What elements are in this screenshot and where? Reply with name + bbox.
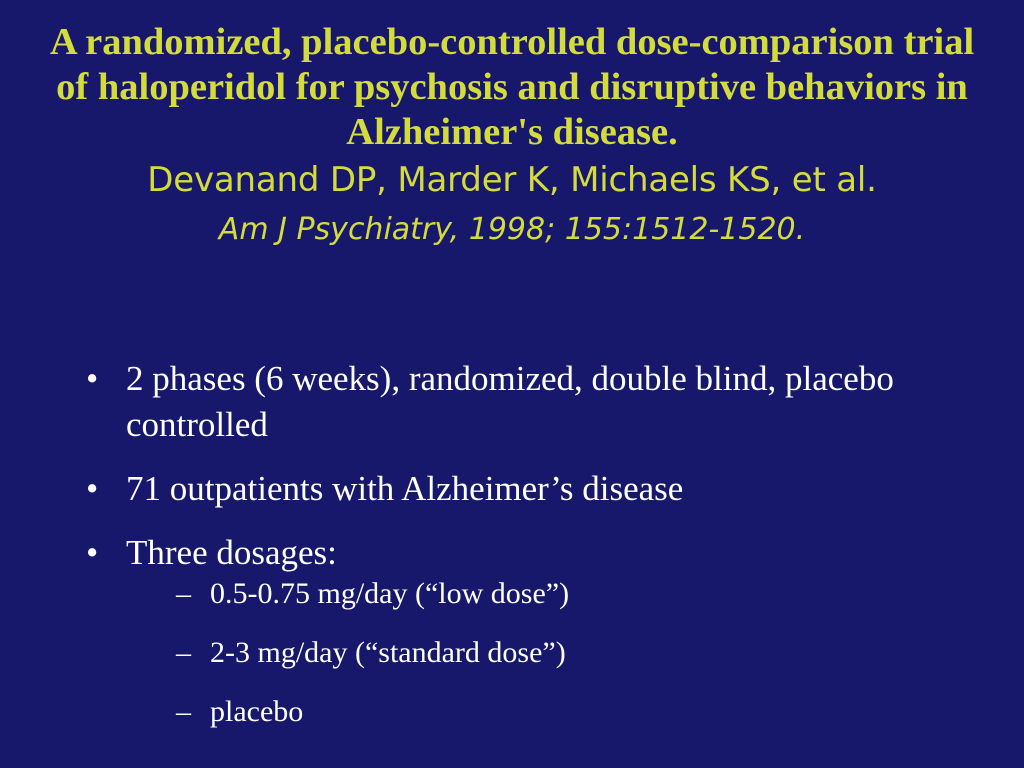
sub-bullet-list [126, 574, 996, 732]
sub-bullet-item [126, 633, 996, 673]
bullet-item [86, 530, 996, 732]
bullet-marker: • [86, 533, 99, 572]
sub-bullet-marker: – [176, 695, 191, 728]
sub-bullet-item [126, 574, 996, 614]
bullet-text: 71 outpatients with Alzheimer’s disease [126, 469, 684, 508]
sub-bullet-text: 0.5-0.75 mg/day (“low dose”) [210, 577, 570, 610]
bullet-item [86, 356, 996, 448]
bullet-item [86, 466, 996, 512]
sub-bullet-marker: – [176, 577, 191, 610]
bullet-text: Three dosages: [126, 533, 337, 572]
slide-title: A randomized, placebo-controlled dose-comparison trial of haloperidol for psychosis and disruptive behaviors in Alzheimer's disease. [49, 21, 975, 153]
bullet-list [86, 356, 996, 751]
slide-citation: Am J Psychiatry, 1998; 155:1512-1520. [218, 212, 806, 247]
sub-bullet-text: 2-3 mg/day (“standard dose”) [210, 636, 566, 669]
sub-bullet-text: placebo [210, 695, 304, 728]
slide-authors: Devanand DP, Marder K, Michaels KS, et al. [147, 160, 877, 200]
sub-bullet-marker: – [176, 636, 191, 669]
sub-bullet-item [126, 692, 996, 732]
bullet-marker: • [86, 359, 99, 398]
bullet-text: 2 phases (6 weeks), randomized, double blind, placebo controlled [126, 359, 894, 444]
title-block [30, 20, 994, 255]
bullet-marker: • [86, 469, 99, 508]
